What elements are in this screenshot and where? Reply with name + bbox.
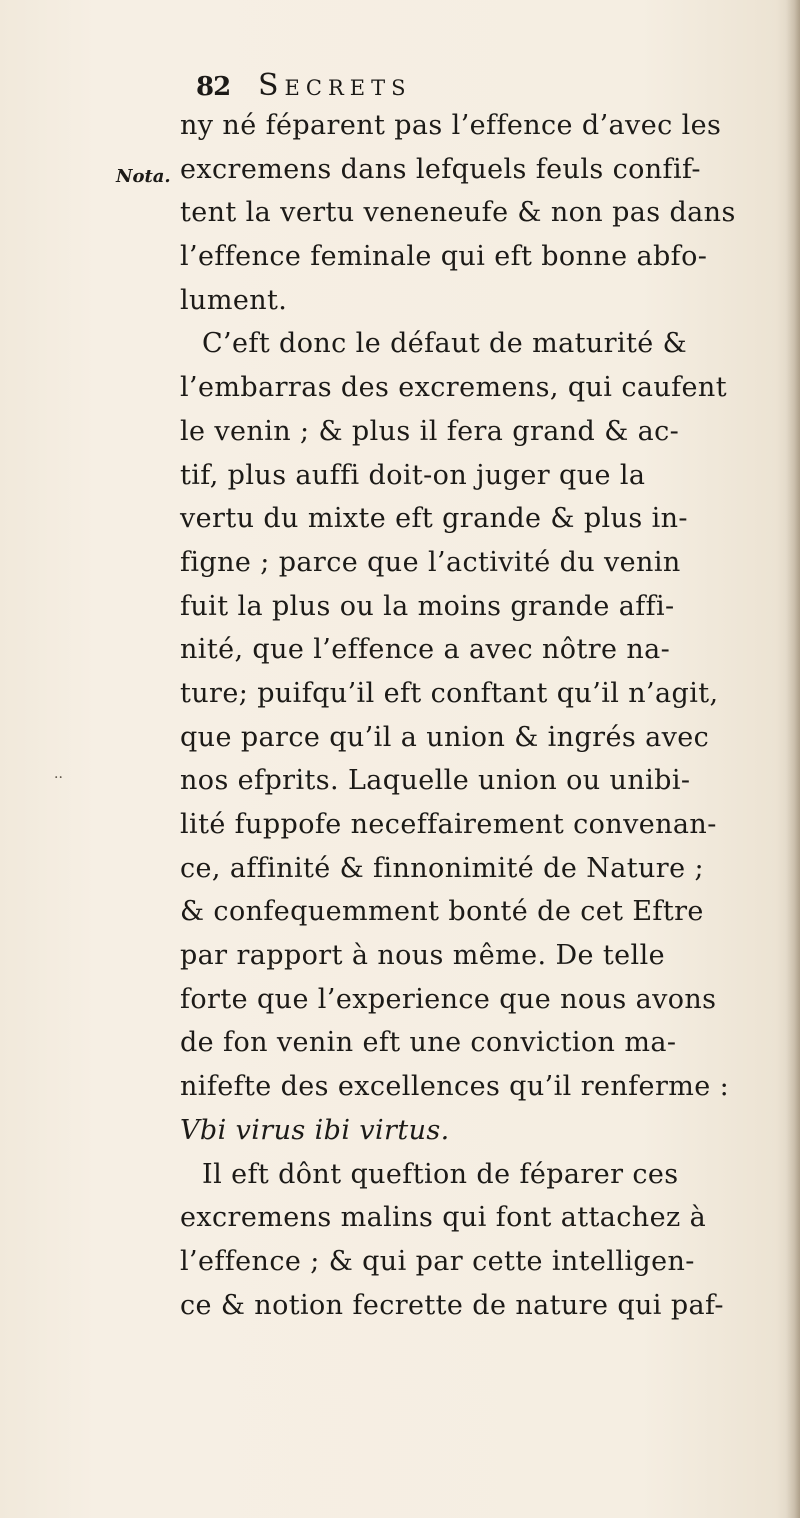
text-line: ce & notion fecrette de nature qui paf- — [180, 1289, 724, 1321]
text-line: de fon venin eft une conviction ma- — [180, 1027, 677, 1059]
text-line: ny né féparent pas l’effence d’avec les — [180, 110, 722, 141]
running-head: Secrets — [258, 68, 412, 103]
text-line: l’effence feminale qui eft bonne abfo- — [180, 241, 708, 273]
text-line: vertu du mixte eft grande & plus in- — [180, 503, 688, 535]
text-line: le venin ; & plus il fera grand & ac- — [180, 415, 680, 447]
text-line: l’embarras des excremens, qui caufent — [180, 372, 727, 404]
text-line: que parce qu’il a union & ingrés avec — [180, 721, 710, 753]
text-line: tif, plus auffi doit-on juger que la — [180, 459, 646, 491]
text-line: figne ; parce que l’activité du venin — [180, 546, 681, 578]
text-line: fuit la plus ou la moins grande affi- — [180, 590, 675, 622]
ink-specks: ·· — [54, 770, 63, 786]
text-line: Il eft dônt queftion de féparer ces — [202, 1158, 679, 1190]
text-line: l’effence ; & qui par cette intelligen- — [180, 1245, 695, 1277]
text-line: excremens dans lefquels feuls confif- — [180, 153, 701, 185]
page-number: 82 — [196, 72, 231, 102]
latin-maxim: Vbi virus ibi virtus. — [180, 1114, 450, 1146]
text-line: tent la vertu veneneufe & non pas dans — [180, 197, 736, 229]
text-line: ture; puifqu’il eft conftant qu’il n’agit, — [180, 677, 719, 709]
text-line: ce, affinité & finnonimité de Nature ; — [180, 852, 704, 884]
margin-note: Nota. — [116, 166, 171, 187]
text-line: nifefte des excellences qu’il renferme : — [180, 1071, 730, 1103]
text-line: nité, que l’effence a avec nôtre na- — [180, 634, 671, 666]
text-line: lité fuppofe neceffairement convenan- — [180, 809, 717, 840]
text-line: forte que l’experience que nous avons — [180, 983, 717, 1015]
text-line: par rapport à nous même. De telle — [180, 940, 666, 972]
body-text — [180, 104, 780, 1327]
text-line: C’eft donc le défaut de maturité & — [202, 328, 688, 360]
text-line: & confequemment bonté de cet Eftre — [180, 896, 704, 928]
text-line: lument. — [180, 284, 288, 316]
page-edge-shadow — [786, 0, 800, 1518]
text-line: nos efprits. Laquelle union ou unibi- — [180, 765, 691, 797]
text-line: excremens malins qui font attachez à — [180, 1202, 707, 1234]
